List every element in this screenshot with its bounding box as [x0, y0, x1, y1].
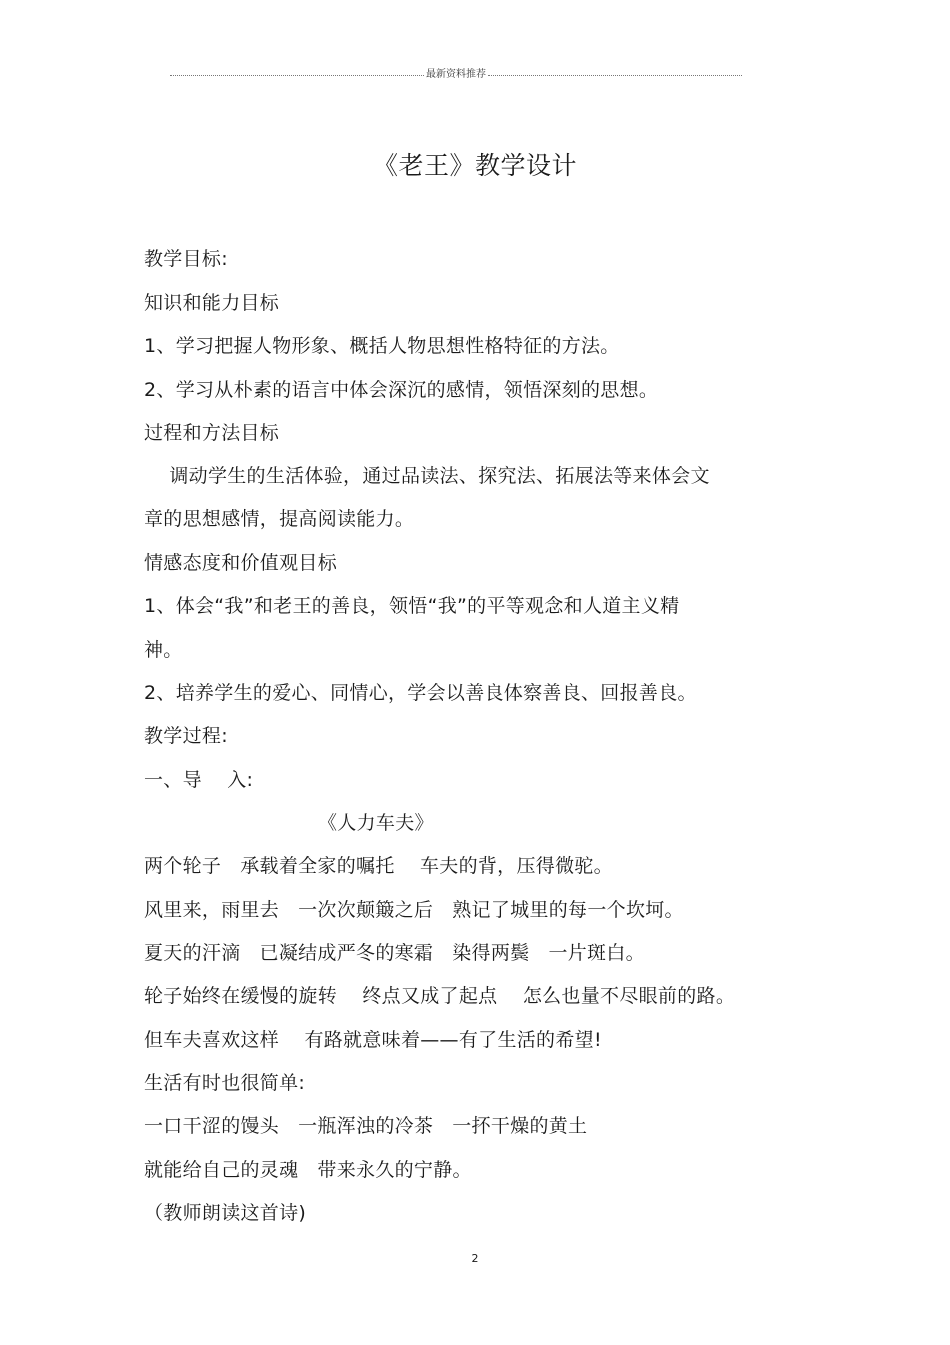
- teacher-note: （教师朗读这首诗): [144, 1202, 307, 1224]
- subheading-knowledge: 知识和能力目标: [144, 292, 280, 314]
- subheading-emotion: 情感态度和价值观目标: [144, 552, 338, 574]
- paragraph-line: 1、体会“我”和老王的善良，领悟“我”的平等观念和人道主义精: [144, 595, 680, 617]
- poem-line: 两个轮子 承载着全家的嘱托 车夫的背，压得微驼。: [144, 855, 613, 877]
- poem-line: 就能给自己的灵魂 带来永久的宁静。: [144, 1159, 472, 1181]
- paragraph-line: 1、学习把握人物形象、概括人物思想性格特征的方法。: [144, 335, 620, 357]
- section-heading-goals: 教学目标:: [144, 248, 228, 270]
- header-label: 最新资料推荐: [426, 69, 486, 80]
- poem-line: 风里来，雨里去 一次次颠簸之后 熟记了城里的每一个坎坷。: [144, 899, 684, 921]
- poem-line: 生活有时也很简单:: [144, 1072, 306, 1094]
- subheading-process: 过程和方法目标: [144, 422, 280, 444]
- paragraph-line: 2、培养学生的爱心、同情心，学会以善良体察善良、回报善良。: [144, 682, 697, 704]
- poem-title: 《人力车夫》: [318, 812, 434, 834]
- paragraph-line: 神。: [144, 639, 183, 661]
- poem-line: 轮子始终在缓慢的旋转 终点又成了起点 怎么也量不尽眼前的路。: [144, 985, 736, 1007]
- paragraph-line: 章的思想感情，提高阅读能力。: [144, 508, 415, 530]
- document-title: 《老王》教学设计: [372, 151, 577, 180]
- page-number: 2: [471, 1252, 479, 1265]
- poem-line: 夏天的汗滴 已凝结成严冬的寒霜 染得两鬓 一片斑白。: [144, 942, 645, 964]
- paragraph-line: 调动学生的生活体验，通过品读法、探究法、拓展法等来体会文: [144, 465, 710, 487]
- poem-line: 但车夫喜欢这样 有路就意味着——有了生活的希望!: [144, 1029, 602, 1051]
- section-heading-process: 教学过程:: [144, 725, 228, 747]
- page-header: [170, 66, 742, 84]
- subheading-intro: 一、导 入:: [144, 769, 254, 791]
- header-dotted-rule-left: [170, 75, 424, 76]
- poem-line: 一口干涩的馒头 一瓶浑浊的冷茶 一抔干燥的黄土: [144, 1115, 588, 1137]
- header-dotted-rule-right: [488, 75, 742, 76]
- paragraph-line: 2、学习从朴素的语言中体会深沉的感情，领悟深刻的思想。: [144, 379, 659, 401]
